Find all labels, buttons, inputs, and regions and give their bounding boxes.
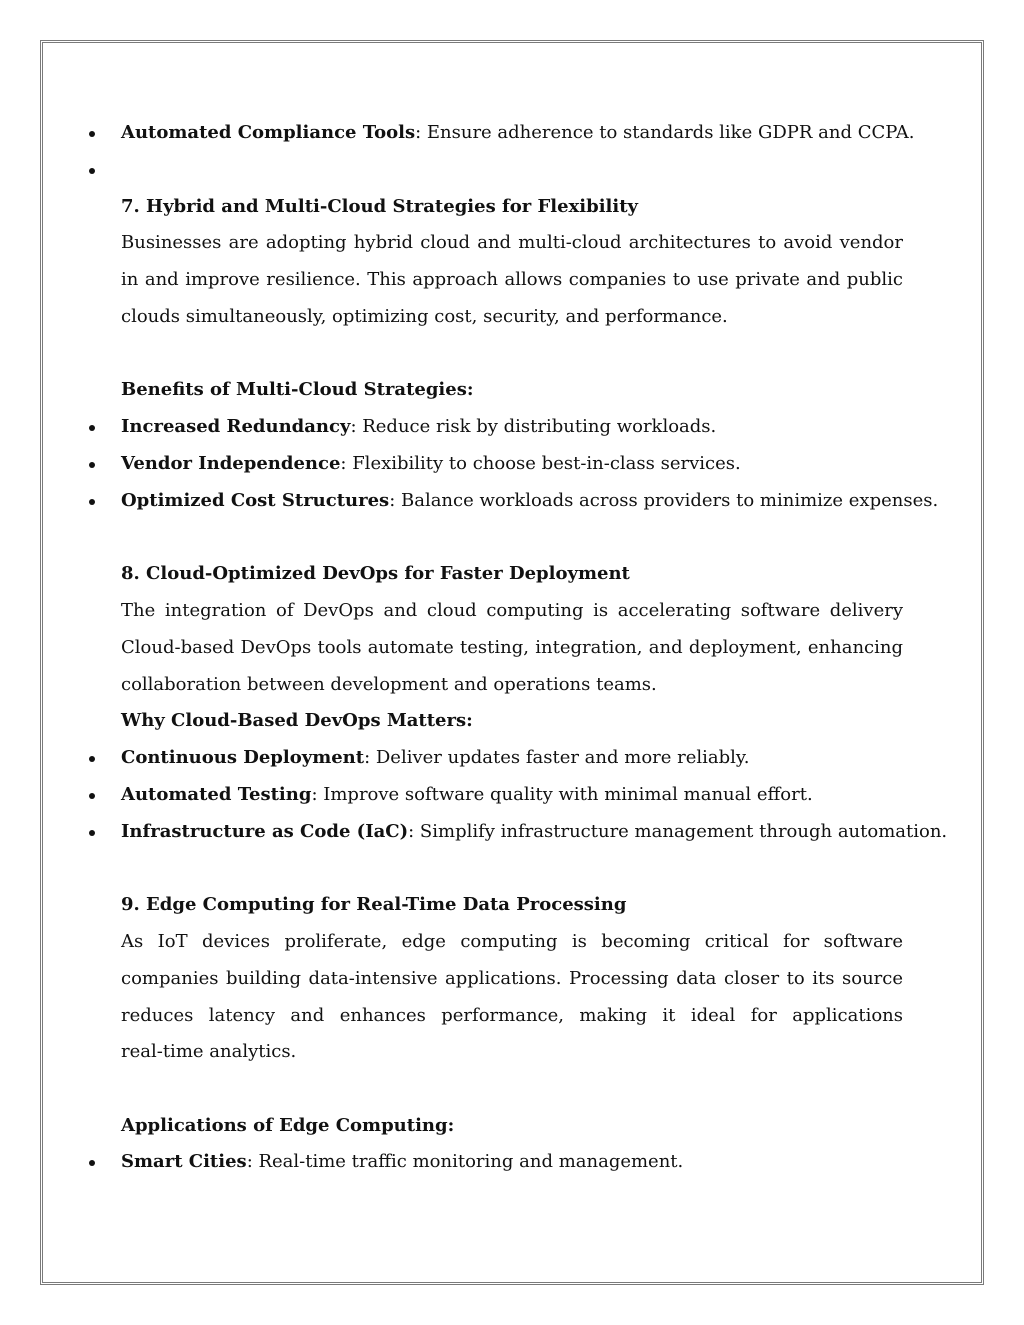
list-item-desc: : Balance workloads across providers to minimize expenses. xyxy=(389,490,939,511)
bullet-icon xyxy=(88,1150,98,1174)
bullet-icon xyxy=(88,489,98,513)
list-item xyxy=(121,820,948,844)
list-item-term: Vendor Independence xyxy=(121,453,341,474)
list-item-desc: : Flexibility to choose best-in-class services. xyxy=(340,453,741,474)
paragraph-line: As IoT devices proliferate, edge computing is becoming critical for software xyxy=(121,931,903,952)
list-item-desc: : Improve software quality with minimal manual effort. xyxy=(311,784,813,805)
bullet-icon xyxy=(88,121,98,145)
list-item xyxy=(121,452,903,476)
section-heading: 7. Hybrid and Multi-Cloud Strategies for Flexibility xyxy=(121,196,638,217)
paragraph-line: Cloud-based DevOps tools automate testing, integration, and deployment, enhancing xyxy=(121,637,903,658)
paragraph-line: companies building data-intensive applications. Processing data closer to its source xyxy=(121,968,903,989)
list-item-term: Automated Testing xyxy=(121,784,312,805)
list-item-desc: : Simplify infrastructure management through automation. xyxy=(408,821,948,842)
bullet-icon xyxy=(88,452,98,476)
list-item-term: Optimized Cost Structures xyxy=(121,490,390,511)
list-item xyxy=(121,415,903,439)
list-item-desc: : Real-time traffic monitoring and management. xyxy=(246,1151,684,1172)
list-item-desc: : Ensure adherence to standards like GDPR and CCPA. xyxy=(415,122,915,143)
list-item xyxy=(121,746,903,770)
subheading: Applications of Edge Computing: xyxy=(121,1115,455,1136)
paragraph-line: clouds simultaneously, optimizing cost, security, and performance. xyxy=(121,306,728,327)
list-item xyxy=(121,1150,903,1174)
bullet-icon xyxy=(88,158,98,182)
list-item-term: Increased Redundancy xyxy=(121,416,351,437)
paragraph-line: real-time analytics. xyxy=(121,1041,297,1062)
subheading: Why Cloud-Based DevOps Matters: xyxy=(121,710,473,731)
list-item-term: Smart Cities xyxy=(121,1151,247,1172)
section-heading: 8. Cloud-Optimized DevOps for Faster Deployment xyxy=(121,563,630,584)
paragraph-line: collaboration between development and operations teams. xyxy=(121,674,657,695)
list-item-term: Infrastructure as Code (IaC) xyxy=(121,821,409,842)
subheading: Benefits of Multi-Cloud Strategies: xyxy=(121,379,474,400)
bullet-icon xyxy=(88,746,98,770)
paragraph-line: in and improve resilience. This approach allows companies to use private and public xyxy=(121,269,903,290)
page-border xyxy=(40,40,984,1285)
paragraph-line: Businesses are adopting hybrid cloud and multi-cloud architectures to avoid vendor xyxy=(121,232,903,253)
list-item-term: Continuous Deployment xyxy=(121,747,365,768)
bullet-icon xyxy=(88,820,98,844)
bullet-icon xyxy=(88,783,98,807)
list-item-desc: : Deliver updates faster and more reliably. xyxy=(364,747,750,768)
section-heading: 9. Edge Computing for Real-Time Data Processing xyxy=(121,894,627,915)
list-item xyxy=(121,121,915,145)
list-item xyxy=(121,489,939,513)
list-item-term: Automated Compliance Tools xyxy=(121,122,416,143)
list-item-desc: : Reduce risk by distributing workloads. xyxy=(350,416,717,437)
paragraph-line: reduces latency and enhances performance, making it ideal for applications xyxy=(121,1005,903,1026)
list-item xyxy=(121,783,903,807)
bullet-icon xyxy=(88,415,98,439)
paragraph-line: The integration of DevOps and cloud computing is accelerating software delivery xyxy=(121,600,903,621)
